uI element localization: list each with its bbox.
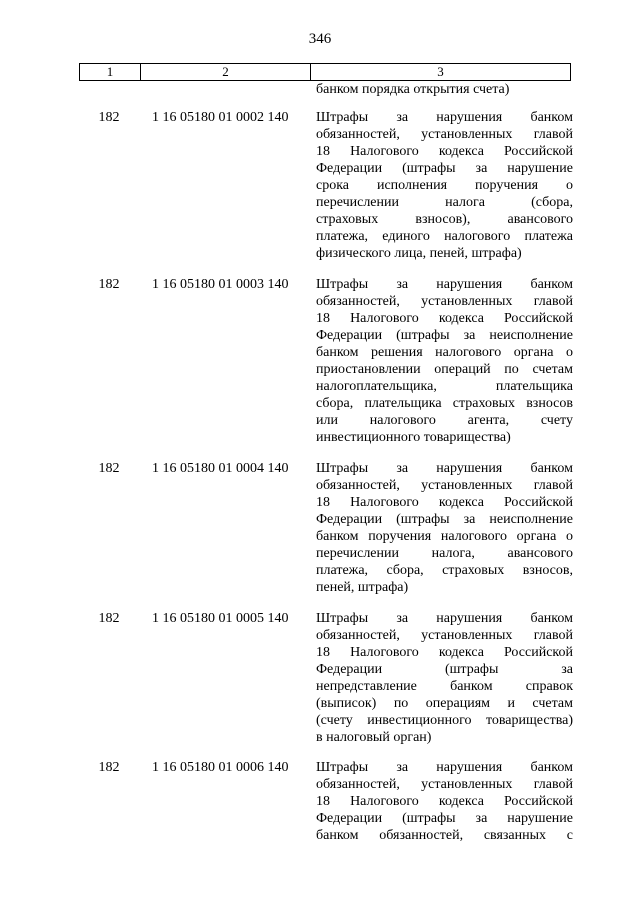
row-code: 182 xyxy=(98,760,120,775)
description-line: 18 Налогового кодекса Российской xyxy=(316,311,573,326)
row-code: 182 xyxy=(98,611,120,626)
row-description xyxy=(316,276,573,446)
description-line: непредставление банком справок xyxy=(316,679,573,694)
table-header-col-1: 1 xyxy=(80,64,141,80)
table-header-col-3: 3 xyxy=(437,64,444,79)
description-line: 18 Налогового кодекса Российской xyxy=(316,794,573,809)
description-line: Федерации (штрафы за неисполнение xyxy=(316,512,573,527)
description-line: перечислении налога (сбора, xyxy=(316,195,573,210)
description-line: обязанностей, установленных главой xyxy=(316,478,573,493)
description-line: инвестиционного товарищества) xyxy=(316,430,511,445)
row-kbk: 1 16 05180 01 0002 140 xyxy=(152,110,289,125)
row-code: 182 xyxy=(98,277,120,292)
description-line: банком поручения налогового органа о xyxy=(316,529,573,544)
description-line: 18 Налогового кодекса Российской xyxy=(316,645,573,660)
description-line: Федерации (штрафы за нарушение xyxy=(316,811,573,826)
description-line: налогоплательщика, плательщика xyxy=(316,379,573,394)
page-number: 346 xyxy=(308,31,332,47)
description-line: Федерации (штрафы за неисполнение xyxy=(316,328,573,343)
description-line: Штрафы за нарушения банком xyxy=(316,277,573,292)
description-line: сбора, плательщика страховых взносов xyxy=(316,396,573,411)
description-line: банком решения налогового органа о xyxy=(316,345,573,360)
description-line: Федерации (штрафы за xyxy=(316,662,573,677)
row-code: 182 xyxy=(98,110,120,125)
description-line: страховых взносов), авансового xyxy=(316,212,573,227)
description-line: Штрафы за нарушения банком xyxy=(316,611,573,626)
description-line: 18 Налогового кодекса Российской xyxy=(316,144,573,159)
description-line: Федерации (штрафы за нарушение xyxy=(316,161,573,176)
description-line: перечислении налога, авансового xyxy=(316,546,573,561)
table-header-row xyxy=(79,63,571,81)
description-line: (выписок) по операциям и счетам xyxy=(316,696,573,711)
table-header-col-2: 2 xyxy=(141,64,311,80)
description-line: банком обязанностей, связанных с xyxy=(316,828,573,843)
description-line: пеней, штрафа) xyxy=(316,580,409,595)
row-kbk: 1 16 05180 01 0003 140 xyxy=(152,277,289,292)
description-line: (счету инвестиционного товарищества) xyxy=(316,713,573,728)
row-description xyxy=(316,759,573,844)
continued-description: банком порядка открытия счета) xyxy=(316,82,510,97)
description-line: Штрафы за нарушения банком xyxy=(316,461,573,476)
description-line: или налогового агента, счету xyxy=(316,413,573,428)
description-line: в налоговый орган) xyxy=(316,730,432,745)
row-description xyxy=(316,460,573,596)
row-kbk: 1 16 05180 01 0004 140 xyxy=(152,461,289,476)
description-line: 18 Налогового кодекса Российской xyxy=(316,495,573,510)
description-line: обязанностей, установленных главой xyxy=(316,294,573,309)
description-line: платежа, единого налогового платежа xyxy=(316,229,573,244)
row-description xyxy=(316,610,573,746)
description-line: обязанностей, установленных главой xyxy=(316,628,573,643)
row-description xyxy=(316,109,573,262)
description-line: Штрафы за нарушения банком xyxy=(316,760,573,775)
description-line: Штрафы за нарушения банком xyxy=(316,110,573,125)
description-line: срока исполнения поручения о xyxy=(316,178,573,193)
description-line: обязанностей, установленных главой xyxy=(316,777,573,792)
description-line: приостановлении операций по счетам xyxy=(316,362,573,377)
row-code: 182 xyxy=(98,461,120,476)
row-kbk: 1 16 05180 01 0006 140 xyxy=(152,760,289,775)
row-kbk: 1 16 05180 01 0005 140 xyxy=(152,611,289,626)
description-line: платежа, сбора, страховых взносов, xyxy=(316,563,573,578)
description-line: физического лица, пеней, штрафа) xyxy=(316,246,522,261)
description-line: обязанностей, установленных главой xyxy=(316,127,573,142)
